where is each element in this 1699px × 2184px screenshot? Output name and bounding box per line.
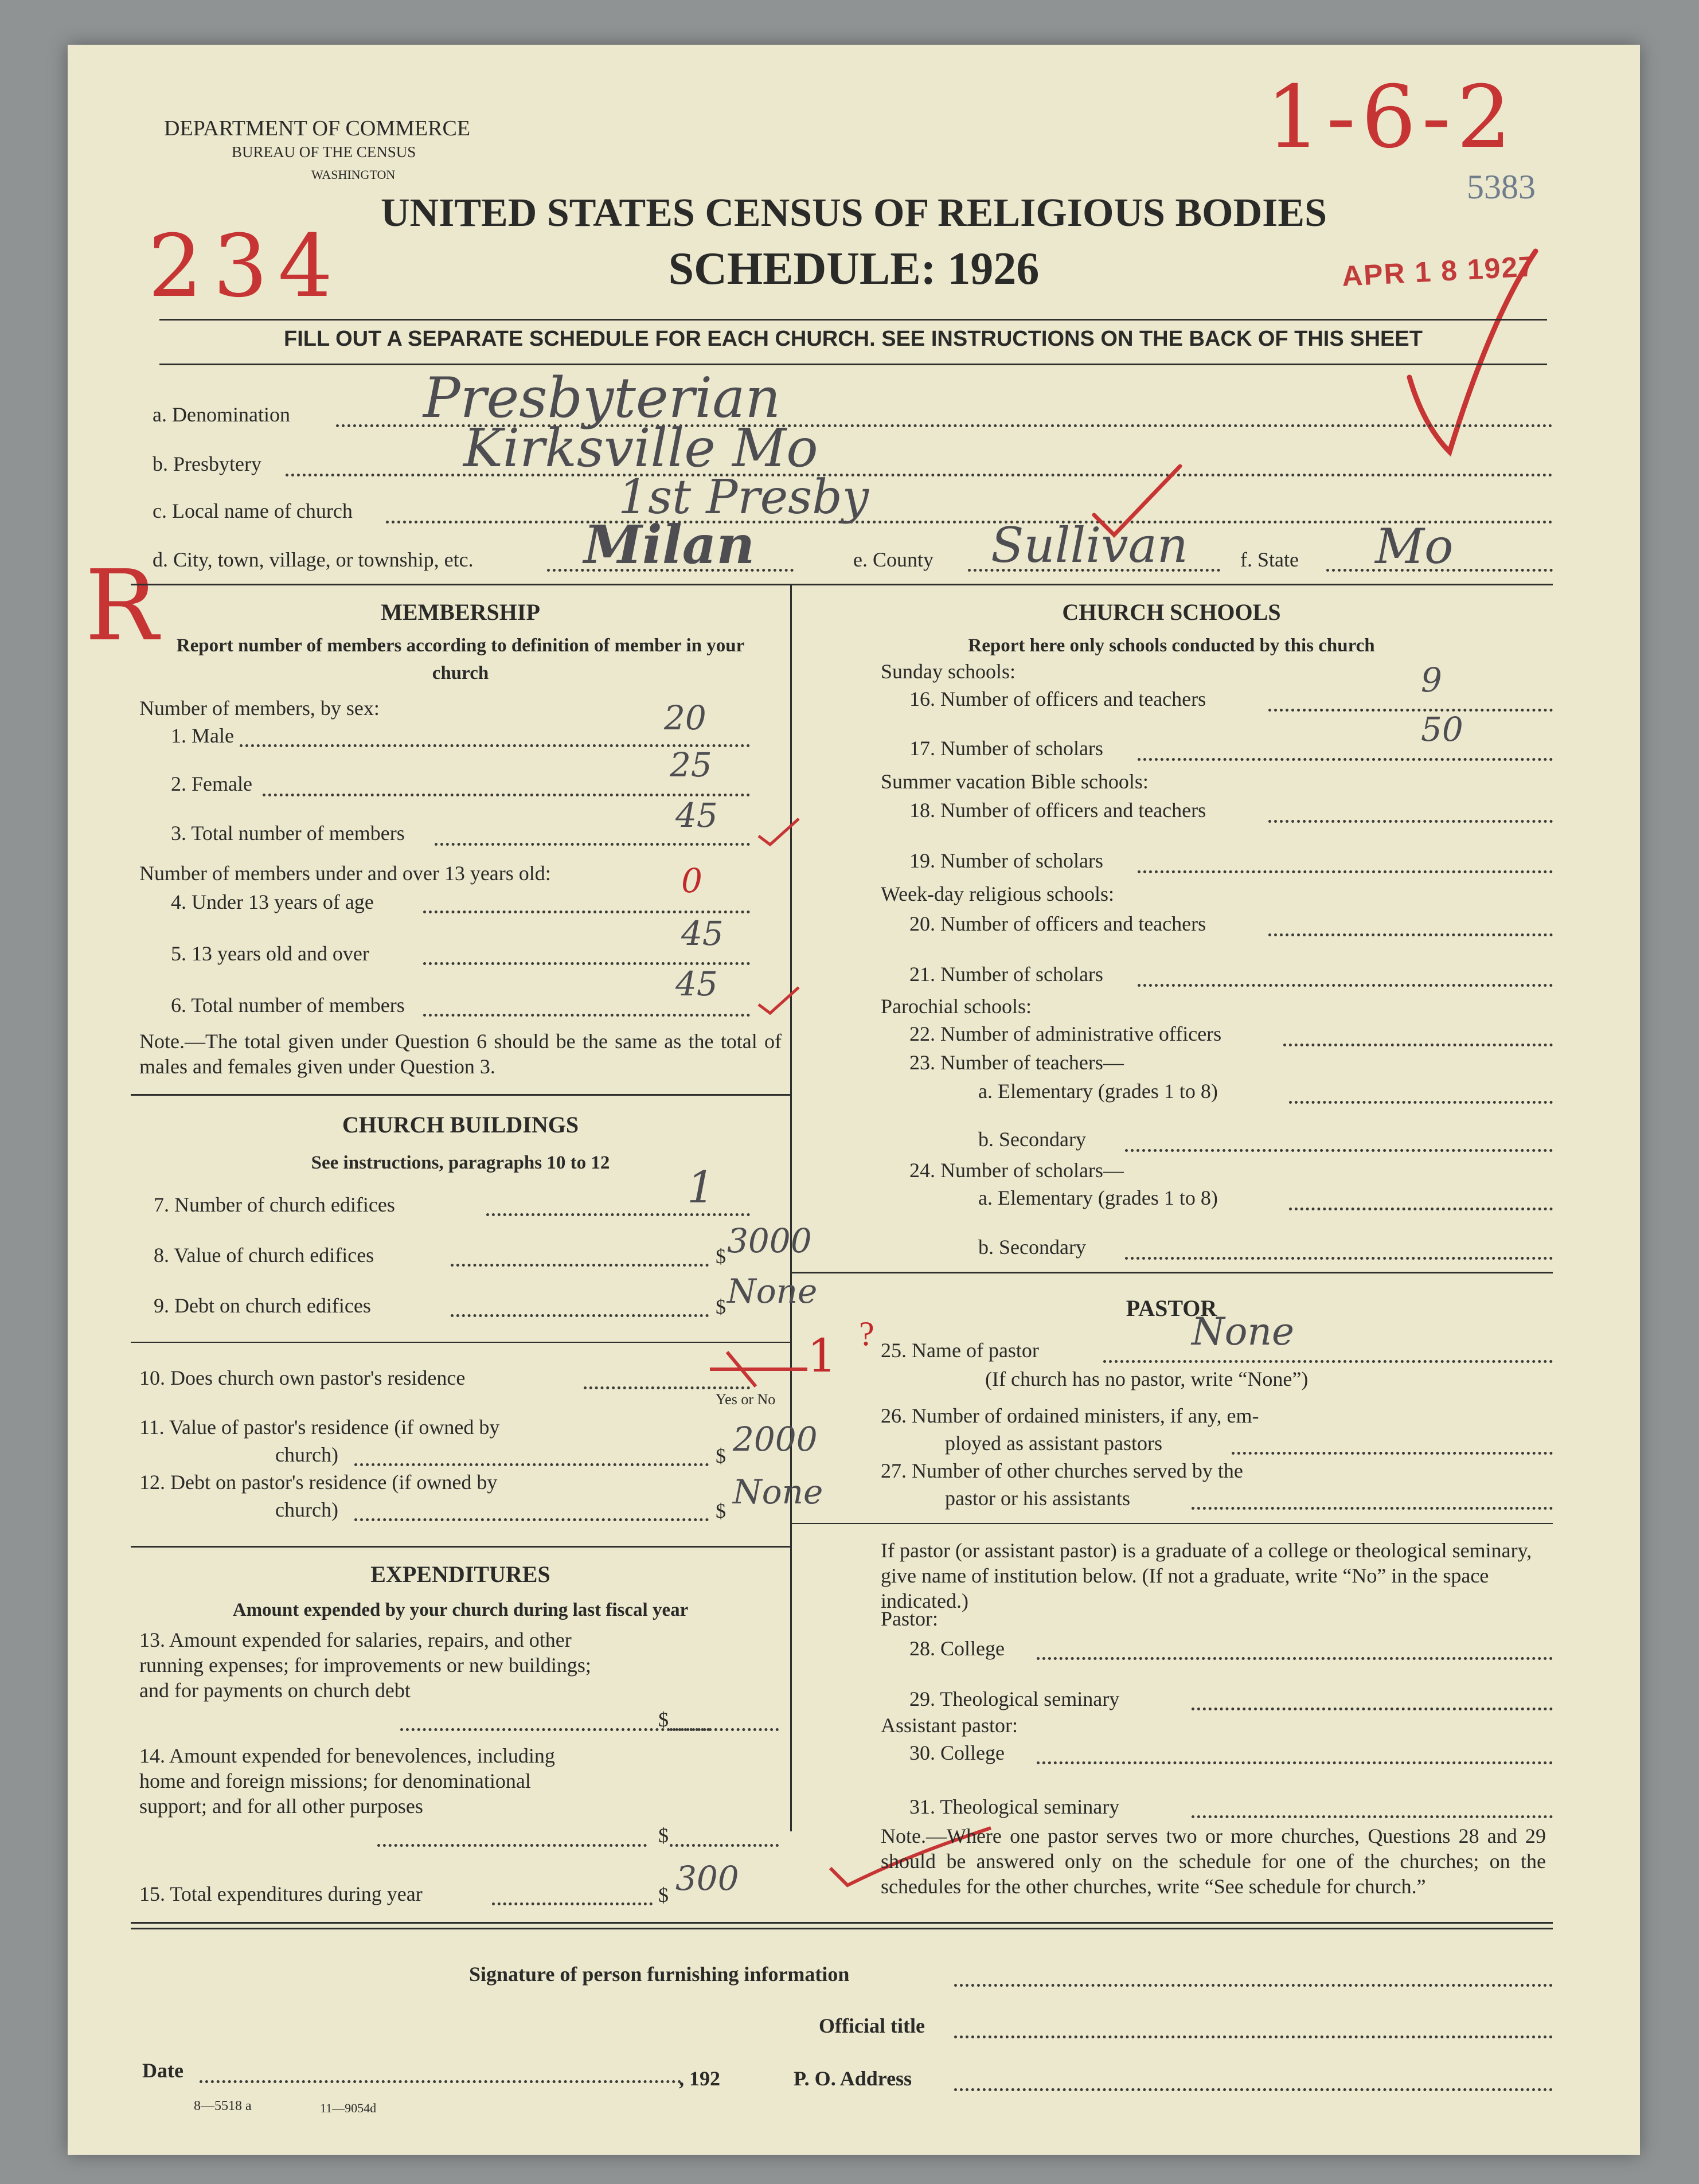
received-date-stamp: APR 1 8 1927: [1341, 250, 1537, 292]
date-year-suffix: , 192: [679, 2067, 720, 2090]
q23a-line: [1289, 1101, 1553, 1104]
local-name-label: c. Local name of church: [153, 499, 353, 522]
q22-label: 22. Number of administrative officers: [909, 1022, 1222, 1045]
q8-dollar: $: [716, 1245, 726, 1268]
buildings-bottom-rule: [131, 1546, 790, 1548]
q11-dollar: $: [716, 1444, 726, 1467]
q28-line: [1037, 1657, 1553, 1660]
membership-bottom-rule: [131, 1094, 790, 1096]
q12-label-line1: 12. Debt on pastor's residence (if owned by: [139, 1471, 498, 1494]
sunday-schools-label: Sunday schools:: [881, 660, 1016, 683]
state-label: f. State: [1240, 548, 1299, 571]
q20-line: [1268, 933, 1553, 936]
department-line: DEPARTMENT OF COMMERCE: [164, 116, 471, 140]
q23a-label: a. Elementary (grades 1 to 8): [978, 1080, 1218, 1103]
q26-line: [1232, 1452, 1553, 1455]
assistant-pastor-label: Assistant pastor:: [881, 1714, 1018, 1737]
q28-label: 28. College: [909, 1637, 1005, 1660]
q31-label: 31. Theological seminary: [909, 1795, 1120, 1818]
date-label: Date: [142, 2059, 183, 2082]
church-schools-subheading: Report here only schools conducted by this church: [968, 635, 1375, 656]
pastor-mid-rule: [790, 1523, 1553, 1524]
q9-dollar: $: [716, 1295, 726, 1318]
po-address-line: [954, 2088, 1553, 2091]
q23b-line: [1125, 1149, 1553, 1152]
q15-value: 300: [675, 1859, 739, 1898]
q26-label-line2: ployed as assistant pastors: [945, 1432, 1162, 1455]
separate-schedule-instruction: FILL OUT A SEPARATE SCHEDULE FOR EACH CHURCH. SEE INSTRUCTIONS ON THE BACK OF THIS SHEET: [284, 327, 1423, 351]
q1-label: 1. Male: [171, 724, 234, 747]
q7-label: 7. Number of church edifices: [154, 1193, 395, 1216]
q16-label: 16. Number of officers and teachers: [909, 687, 1206, 710]
presbytery-value: Kirksville Mo: [463, 417, 818, 479]
local-name-value: 1st Presby: [618, 470, 869, 525]
q16-value: 9: [1421, 661, 1442, 700]
date-line: [200, 2080, 681, 2083]
expenditures-subheading: Amount expended by your church during last fiscal year: [232, 1600, 689, 1620]
q17-label: 17. Number of scholars: [909, 737, 1103, 760]
q6-line: [423, 1014, 750, 1017]
q30-label: 30. College: [909, 1741, 1005, 1764]
q9-label: 9. Debt on church edifices: [154, 1294, 371, 1317]
q12-dollar: $: [716, 1499, 726, 1522]
age-intro-label: Number of members under and over 13 years old:: [139, 862, 551, 885]
q12-line: [354, 1518, 709, 1521]
form-code-2: 11—9054d: [320, 2101, 377, 2115]
q22-line: [1283, 1044, 1553, 1046]
q17-line: [1138, 758, 1553, 761]
q26-label-line1: 26. Number of ordained ministers, if any, em-: [881, 1404, 1259, 1427]
membership-note: Note.—The total given under Question 6 should be the same as the total of males and females given under Question 3.: [139, 1030, 782, 1078]
q27-label-line1: 27. Number of other churches served by the: [881, 1459, 1243, 1482]
q7-value: 1: [687, 1162, 715, 1213]
q17-value: 50: [1421, 710, 1463, 749]
q25-label: 25. Name of pastor: [881, 1339, 1039, 1362]
q18-line: [1268, 820, 1553, 823]
county-value: Sullivan: [991, 517, 1188, 573]
signature-label: Signature of person furnishing information: [469, 1963, 850, 1986]
buildings-subheading: See instructions, paragraphs 10 to 12: [311, 1152, 610, 1173]
red-number-162: 1-6-2: [1266, 68, 1517, 167]
q16-line: [1268, 709, 1553, 712]
q20-label: 20. Number of officers and teachers: [909, 912, 1206, 935]
q5-label: 5. 13 years old and over: [171, 942, 369, 965]
schools-bottom-rule: [790, 1272, 1553, 1273]
official-title-label: Official title: [819, 2014, 925, 2037]
yes-no-hint: Yes or No: [716, 1391, 776, 1408]
q4-line: [423, 911, 750, 913]
q14-line: [377, 1844, 647, 1847]
q11-line: [354, 1463, 709, 1466]
form-code-1: 8—5518 a: [194, 2099, 252, 2113]
q8-value: 3000: [727, 1221, 812, 1260]
q21-line: [1138, 984, 1553, 987]
denomination-value: Presbyterian: [423, 366, 781, 430]
q24b-label: b. Secondary: [978, 1236, 1086, 1259]
q4-label: 4. Under 13 years of age: [171, 890, 374, 913]
crossed-out-entry: [704, 1346, 813, 1392]
columns-bottom-rule-2: [131, 1928, 1553, 1929]
q12-value: None: [733, 1472, 823, 1511]
expenditures-heading: EXPENDITURES: [370, 1561, 550, 1587]
q1-value: 20: [664, 698, 706, 737]
columns-bottom-rule: [131, 1922, 1553, 1924]
q2-value: 25: [670, 745, 712, 784]
q3-value: 45: [675, 796, 718, 835]
q15-label: 15. Total expenditures during year: [139, 1882, 423, 1905]
q27-line: [1192, 1507, 1553, 1510]
q19-line: [1138, 870, 1553, 873]
denomination-label: a. Denomination: [153, 403, 290, 426]
members-by-sex-label: Number of members, by sex:: [139, 697, 380, 720]
q13-label: 13. Amount expended for salaries, repairs, and other running expenses; for improvements or new buildings; and for payments on church debt: [139, 1628, 591, 1702]
census-schedule-sheet: [68, 45, 1640, 2155]
q4-value: 0: [681, 861, 702, 900]
q31-line: [1192, 1815, 1553, 1818]
q10-label: 10. Does church own pastor's residence: [139, 1366, 466, 1389]
q5-value: 45: [681, 914, 724, 953]
q14-dollar: $: [658, 1824, 669, 1847]
q12-label-line2: church): [275, 1498, 338, 1521]
q11-value: 2000: [733, 1420, 818, 1459]
q15-line: [492, 1902, 653, 1905]
form-number-stamp: 5383: [1467, 168, 1536, 206]
red-letter-r: R: [85, 549, 158, 663]
buildings-mid-rule: [131, 1342, 790, 1343]
q18-label: 18. Number of officers and teachers: [909, 799, 1206, 822]
q14-label: 14. Amount expended for benevolences, including home and foreign missions; for denominational support; and for all other purposes: [139, 1744, 555, 1818]
q25-hint: (If church has no pastor, write “None”): [985, 1368, 1309, 1390]
po-address-label: P. O. Address: [794, 2067, 912, 2090]
q24b-line: [1125, 1257, 1553, 1260]
q3-label: 3. Total number of members: [171, 822, 405, 845]
pastor-heading: PASTOR: [1126, 1295, 1217, 1321]
schedule-year: SCHEDULE: 1926: [668, 244, 1040, 294]
q11-label-line1: 11. Value of pastor's residence (if owned by: [139, 1416, 500, 1439]
pastor-sub-label: Pastor:: [881, 1607, 939, 1630]
weekday-schools-label: Week-day religious schools:: [881, 882, 1115, 905]
washington-line: WASHINGTON: [311, 167, 396, 182]
q25-line: [1103, 1360, 1553, 1363]
q6-value: 45: [675, 964, 718, 1003]
header-rule-top: [159, 319, 1547, 321]
q10-value: 1: [807, 1329, 837, 1382]
q14-amount-line: [670, 1844, 779, 1847]
bureau-line: BUREAU OF THE CENSUS: [232, 143, 416, 161]
membership-subheading: Report number of members according to definition of member in your church: [176, 635, 745, 683]
red-tick-q3: [756, 813, 802, 847]
graduate-note: If pastor (or assistant pastor) is a graduate of a college or theological seminary, give name of institution below. (If not a graduate, write “No” in the space indicated.): [881, 1539, 1532, 1612]
state-value: Mo: [1375, 518, 1454, 575]
header-rule-bottom: [159, 364, 1547, 365]
form-title: UNITED STATES CENSUS OF RELIGIOUS BODIES: [380, 191, 1327, 235]
q8-label: 8. Value of church edifices: [154, 1244, 374, 1267]
q6-label: 6. Total number of members: [171, 994, 405, 1017]
ident-bottom-rule: [131, 584, 1553, 585]
q15-dollar: $: [658, 1884, 669, 1906]
q24-label: 24. Number of scholars—: [909, 1159, 1124, 1182]
buildings-heading: CHURCH BUILDINGS: [342, 1112, 579, 1138]
q11-label-line2: church): [275, 1443, 338, 1466]
city-label: d. City, town, village, or township, etc.: [153, 548, 474, 571]
parochial-schools-label: Parochial schools:: [881, 995, 1032, 1018]
q29-label: 29. Theological seminary: [909, 1687, 1120, 1710]
red-question-mark: ?: [859, 1315, 874, 1353]
q23b-label: b. Secondary: [978, 1128, 1086, 1151]
summer-schools-label: Summer vacation Bible schools:: [881, 770, 1149, 793]
q25-value: None: [1192, 1310, 1295, 1354]
official-title-line: [954, 2035, 1553, 2038]
q13-dollar: $: [658, 1708, 669, 1731]
q30-line: [1037, 1761, 1553, 1764]
q19-label: 19. Number of scholars: [909, 849, 1103, 872]
membership-heading: MEMBERSHIP: [381, 599, 540, 625]
church-schools-heading: CHURCH SCHOOLS: [1062, 599, 1281, 625]
pastor-note: Note.—Where one pastor serves two or more churches, Questions 28 and 29 should be answered only on the schedule for one of the churches; on the schedules for the other churches, write “See schedule for church.”: [881, 1824, 1546, 1898]
q9-value: None: [727, 1272, 818, 1311]
q7-line: [486, 1213, 750, 1216]
q3-line: [435, 843, 750, 846]
red-tick-q6: [756, 982, 802, 1016]
q2-label: 2. Female: [171, 772, 252, 795]
q9-line: [451, 1314, 709, 1317]
q13-amount-line: [670, 1728, 779, 1731]
q21-label: 21. Number of scholars: [909, 963, 1103, 986]
county-label: e. County: [853, 548, 934, 571]
q8-line: [451, 1264, 709, 1267]
center-column-divider: [790, 584, 792, 1831]
red-number-234: 234: [148, 217, 343, 317]
q27-label-line2: pastor or his assistants: [945, 1487, 1130, 1510]
presbytery-label: b. Presbytery: [153, 452, 261, 475]
q29-line: [1192, 1708, 1553, 1710]
signature-line: [954, 1984, 1553, 1987]
q24a-line: [1289, 1208, 1553, 1210]
q23-label: 23. Number of teachers—: [909, 1051, 1124, 1074]
city-value: Milan: [584, 514, 755, 576]
q24a-label: a. Elementary (grades 1 to 8): [978, 1186, 1218, 1209]
